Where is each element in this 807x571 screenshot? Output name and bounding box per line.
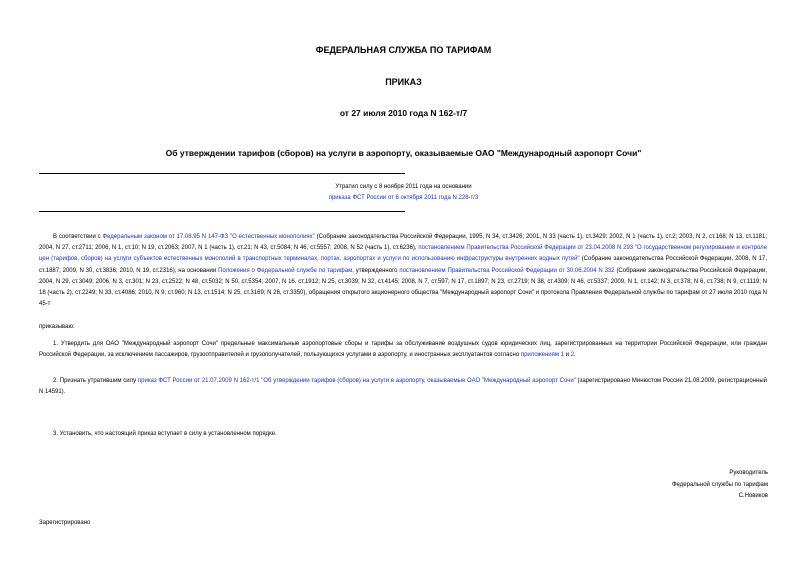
- signer-position: Руководитель: [729, 470, 768, 476]
- doc-type-heading: ПРИКАЗ: [385, 77, 422, 87]
- signer-name: С.Новиков: [738, 493, 768, 499]
- agency-heading: ФЕДЕРАЛЬНАЯ СЛУЖБА ПО ТАРИФАМ: [315, 45, 492, 55]
- government-decree-332-link[interactable]: постановлением Правительства Российской Федерации от 30.06.2004 N 332: [399, 267, 615, 274]
- signer-agency: Федеральной службы по тарифам: [672, 481, 768, 488]
- item-2-text-2: (зарегистрировано Минюстом России 21.08.2009, регистрационный N 14591).: [39, 378, 767, 396]
- orders-label: приказываю:: [39, 324, 75, 330]
- item-2-paragraph: [39, 376, 767, 398]
- preamble-text-1: В соответствии с: [53, 234, 103, 240]
- government-decree-293-link[interactable]: постановлением Правительства Российской Федерации от 23.04.2008 N 293 "О государственном регулировании и контроле цен (тарифов, сборов) на услуги субъектов естественных монополий в транспортных терминалах, портах, аэропортах и услуги по использованию инфраструктуры внутренних водных путей": [39, 245, 767, 263]
- registered-label: Зарегистрировано: [39, 520, 91, 526]
- appendix-2-link[interactable]: 2: [570, 352, 575, 359]
- item-1-text-2: и: [564, 352, 571, 359]
- item-1-text-3: .: [574, 352, 576, 359]
- document-title: Об утверждении тарифов (сборов) на услуги в аэропорту, оказываемые ОАО "Международный аэропорт Сочи": [165, 148, 642, 158]
- appendix-1-link[interactable]: приложениям 1: [520, 352, 564, 359]
- preamble-text-5: (Собрание законодательства Российской Федерации, 2004, N 29, ст.3049; 2006, N 3, ст.301; N 23, ст.2522; N 48, ст.5032; N 50, ст.5354; 2007, N 16, ст.1912; N 25, ст.3039; N 32, ст.4145; 2008, N 7, ст.597; N 17, ст.1897; N 23, ст.2719; N 38, ст.4309; N 46, ст.5337; 2009, N 1, ст.142; N 3, ст.378; N 6, ст.738; N 9, ст.1119; N 18 (часть 2), ст.2249; N 33, ст.4086; 2010, N 9, ст.960; N 13, ст.1514; N 25, ст.3169; N 26, ст.3350), обращения открытого акционерного общества "Международный аэропорт Сочи" и протокола Правления Федеральной службы по тарифам от 27 июля 2010 года N 45-т: [39, 267, 767, 308]
- revoked-order-link[interactable]: приказ ФСТ России от 21.07.2009 N 162-т/1 "Об утверждении тарифов (сборов) на услуги в аэропорту, оказываемые ОАО "Международный аэропорт Сочи": [137, 378, 576, 384]
- date-number-heading: от 27 июля 2010 года N 162-т/7: [339, 108, 468, 118]
- preamble-paragraph: [39, 232, 767, 310]
- preamble-text-2: (Собрание законодательства Российской Федерации, 1995, N 34, ст.3426; 2001, N 33 (часть 1), ст.3429; 2002, N 1 (часть 1), ст.2; 2003, N 2, ст.168; N 13, ст.1181; 2004, N 27, ст.2711; 2006, N 1, ст.10; N 19, ст.2063; 2007, N 1 (часть 1), ст.21; N 43, ст.5084; N 46, ст.5557; 2008, N 52 (часть 1), ст.6236),: [39, 234, 767, 252]
- federal-law-link[interactable]: Федеральным законом от 17.08.95 N 147-ФЗ "О естественных монополиях": [102, 234, 315, 240]
- fst-regulation-link[interactable]: Положения о Федеральной службе по тарифам: [218, 267, 353, 274]
- lost-force-link[interactable]: приказа ФСТ России от 6 октября 2011 года N 228-т/3: [328, 195, 479, 201]
- item-1-paragraph: [39, 339, 767, 361]
- divider-top: [39, 173, 405, 174]
- item-2-text-1: 2. Признать утратившим силу: [53, 378, 138, 384]
- lost-force-line: [0, 195, 807, 201]
- preamble-text-3: (Собрание законодательства Российской Федерации, 2008, N 17, ст.1887; 2009, N 30, ст.3836; 2010, N 19, ст.2316), на основании: [39, 256, 767, 274]
- lost-force-note: Утратил силу с 8 ноября 2011 года на основании: [335, 184, 472, 190]
- signature-block: [672, 468, 768, 503]
- divider-bottom: [39, 211, 405, 212]
- item-1-text-1: 1. Утвердить для ОАО "Международный аэропорт Сочи" предельные максимальные аэропортовые сборы и тарифы за обслуживание воздушных судов юридических лиц, зарегистрированных на территории Российской Федерации, или граждан Российской Федерации, за исключением пассажиров, грузоотправителей и грузополучателей, пользующихся услугами в аэропорту, и иностранных эксплуатантов согласно: [39, 341, 767, 359]
- item-3-paragraph: 3. Установить, что настоящий приказ вступает в силу в установленном порядке.: [53, 431, 277, 437]
- preamble-text-4: , утвержденного: [352, 267, 400, 274]
